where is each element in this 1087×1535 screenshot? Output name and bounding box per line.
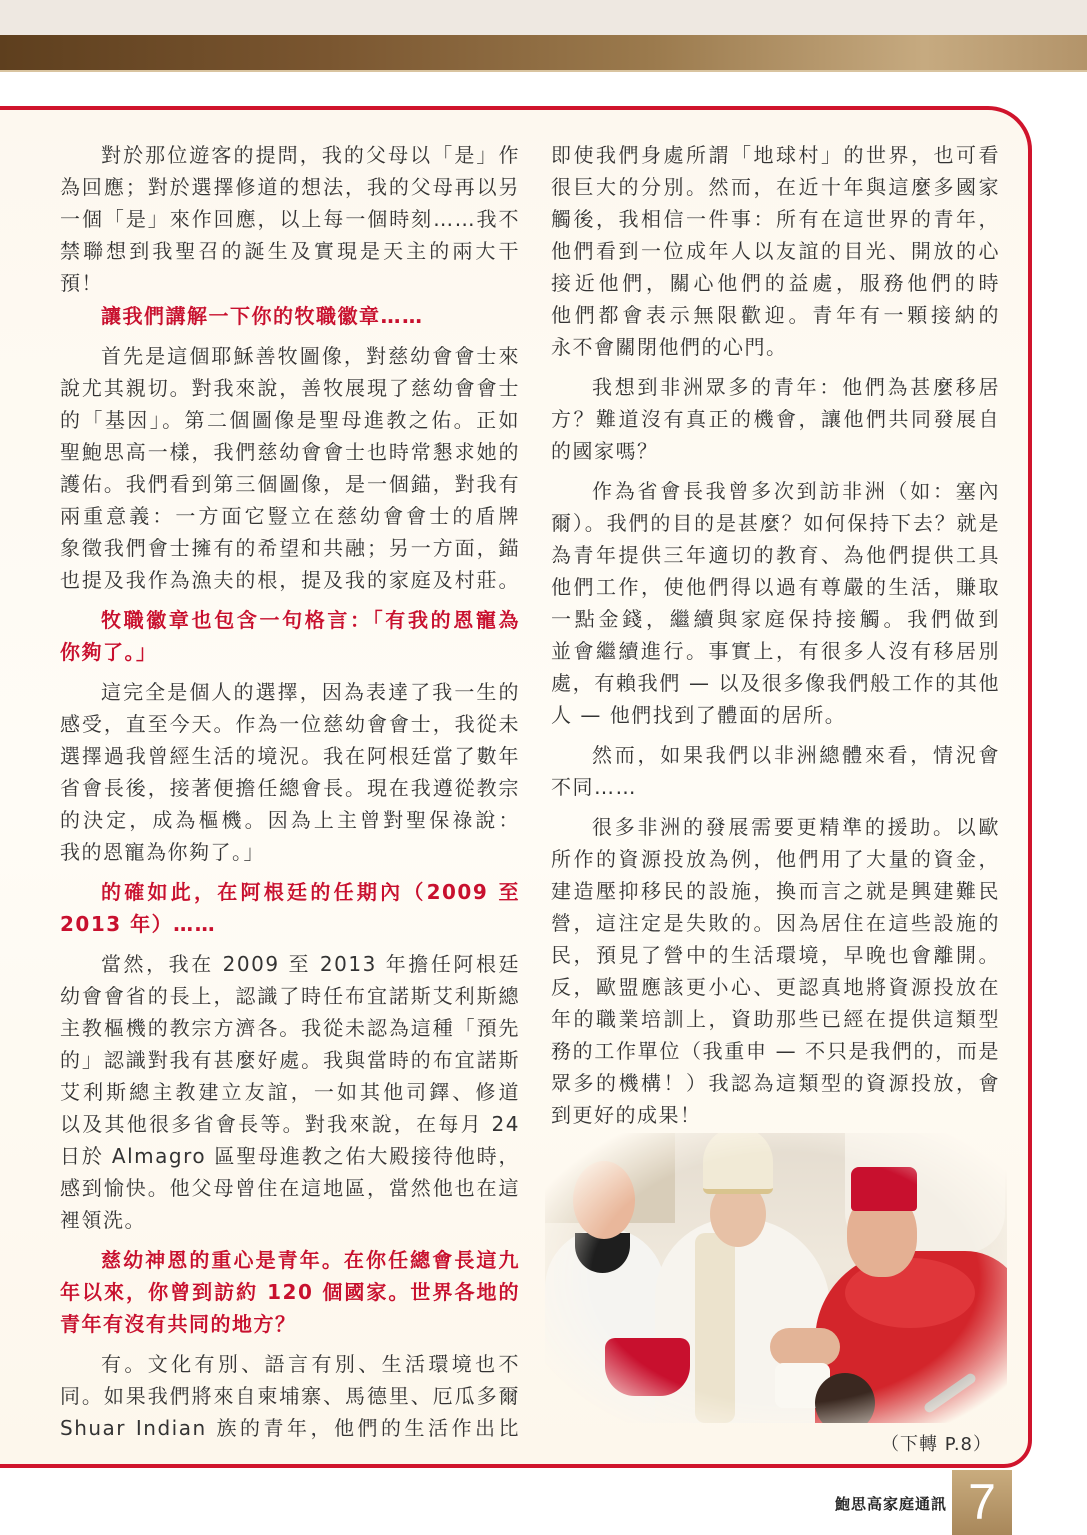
text-line: 護佑。我們看到第三個圖像，是一個錨，對我有 xyxy=(60,472,520,496)
paragraph xyxy=(551,139,1000,363)
text-line: 對於那位遊客的提問，我的父母以「是」作 xyxy=(101,143,520,167)
text-line: 的國家嗎？ xyxy=(551,439,659,463)
text-line: 永不會關閉他們的心門。 xyxy=(551,335,788,359)
text-line: 很多非洲的發展需要更精準的援助。以歐 xyxy=(592,815,1000,839)
continuation-note: （下轉 P.8） xyxy=(881,1434,992,1455)
text-line: 為青年提供三年適切的教育、為他們提供工具 xyxy=(551,543,1000,567)
heading-line: 牧職徽章也包含一句格言：「有我的恩寵為 xyxy=(101,608,520,632)
text-line: 一個「是」來作回應，以上每一個時刻……我不 xyxy=(60,207,520,231)
text-line: 民，預見了營中的生活環境，早晚也會離開。 xyxy=(551,943,1000,967)
text-line: 作為省會長我曾多次到訪非洲（如：塞內 xyxy=(592,479,1000,503)
text-line: 兩重意義：一方面它豎立在慈幼會會士的盾牌 xyxy=(60,504,520,528)
text-line: 禁聯想到我聖召的誕生及實現是天主的兩大干 xyxy=(60,239,520,263)
heading-line: 你夠了。」 xyxy=(60,640,158,664)
text-line: 接近他們，關心他們的益處，服務他們的時 xyxy=(551,271,1000,295)
text-line: 感到愉快。他父母曾住在這地區，當然他也在這 xyxy=(60,1176,520,1200)
text-line: 處，有賴我們 — 以及很多像我們般工作的其他 xyxy=(551,671,1000,695)
paragraph xyxy=(551,475,1000,731)
paragraph xyxy=(60,676,520,868)
text-line: 也提及我作為漁夫的根，提及我的家庭及村莊。 xyxy=(60,568,520,592)
photo xyxy=(545,1133,1007,1423)
text-line: 即使我們身處所謂「地球村」的世界，也可看 xyxy=(551,143,1000,167)
paragraph xyxy=(551,371,1000,467)
heading-line: 的確如此，在阿根廷的任期內（2009 至 xyxy=(101,880,520,904)
text-line: 說尤其親切。對我來說，善牧展現了慈幼會會士 xyxy=(60,376,520,400)
text-line: 很巨大的分別。然而，在近十年與這麼多國家 xyxy=(551,175,1000,199)
photo-handshake xyxy=(770,1328,840,1366)
text-line: 眾多的機構！）我認為這類型的資源投放，會 xyxy=(551,1071,1000,1095)
paragraph xyxy=(551,811,1000,1131)
text-line: 預！ xyxy=(60,271,103,295)
text-line: 首先是這個耶穌善牧圖像，對慈幼會會士來 xyxy=(101,344,520,368)
text-line: 觸後，我相信一件事：所有在這世界的青年， xyxy=(551,207,1000,231)
text-line: 一點金錢，繼續與家庭保持接觸。我們做到 xyxy=(551,607,1000,631)
question-heading xyxy=(60,604,520,668)
question-heading xyxy=(60,876,520,940)
text-line: 他們工作，使他們得以過有尊嚴的生活，賺取 xyxy=(551,575,1000,599)
heading-line: 青年有沒有共同的地方？ xyxy=(60,1312,297,1336)
paragraph xyxy=(60,340,520,596)
text-line: 主教樞機的教宗方濟各。我從未認為這種「預先 xyxy=(60,1016,520,1040)
text-line: 我的恩寵為你夠了。」 xyxy=(60,840,265,864)
text-line: 然而，如果我們以非洲總體來看，情況會 xyxy=(592,743,1000,767)
text-line: 不同…… xyxy=(551,775,637,799)
photo-figure-center-stole xyxy=(695,1233,735,1423)
text-line: 聖鮑思高一樣，我們慈幼會會士也時常懇求她的 xyxy=(60,440,520,464)
text-line: 象徵我們會士擁有的希望和共融；另一方面，錨 xyxy=(60,536,520,560)
question-heading xyxy=(60,300,520,332)
photo-mitre xyxy=(703,1133,773,1194)
photo-red-biretta xyxy=(605,1338,690,1396)
heading-line: 2013 年）…… xyxy=(60,912,217,936)
text-line: 感受，直至今天。作為一位慈幼會會士，我從未 xyxy=(60,712,520,736)
page-number: 7 xyxy=(952,1470,1012,1535)
publication-name: 鮑思高家庭通訊 xyxy=(834,1495,947,1513)
text-line: 同。如果我們將來自柬埔寨、馬德里、厄瓜多爾 xyxy=(60,1384,520,1408)
text-line: 以及其他很多省會長等。對我來說，在每月 24 xyxy=(60,1112,520,1136)
text-line: 方？難道沒有真正的機會，讓他們共同發展自 xyxy=(551,407,1000,431)
text-line: 這完全是個人的選擇，因為表達了我一生的 xyxy=(101,680,520,704)
text-line: 我想到非洲眾多的青年：他們為甚麼移居 xyxy=(592,375,1000,399)
text-line: 幼會會省的長上，認識了時任布宜諾斯艾利斯總 xyxy=(60,984,520,1008)
text-line: 反，歐盟應該更小心、更認真地將資源投放在 xyxy=(551,975,1000,999)
photo-figure-left-head xyxy=(573,1161,635,1239)
text-line: 選擇過我曾經生活的境況。我在阿根廷當了數年 xyxy=(60,744,520,768)
text-line: 年的職業培訓上，資助那些已經在提供這類型 xyxy=(551,1007,1000,1031)
left-column xyxy=(60,139,520,1452)
paragraph xyxy=(551,739,1000,803)
text-line: 並會繼續進行。事實上，有很多人沒有移居別 xyxy=(551,639,1000,663)
heading-line: 年以來，你曾到訪約 120 個國家。世界各地的 xyxy=(60,1280,520,1304)
text-line: 有。文化有別、語言有別、生活環境也不 xyxy=(101,1352,520,1376)
text-line: 爾）。我們的目的是甚麼？如何保持下去？就是 xyxy=(551,511,1000,535)
text-line: 為回應；對於選擇修道的想法，我的父母再以另 xyxy=(60,175,520,199)
question-heading xyxy=(60,1244,520,1340)
text-line: 的」認識對我有甚麼好處。我與當時的布宜諾斯 xyxy=(60,1048,520,1072)
paragraph xyxy=(60,139,520,299)
text-line: 省會長後，接著便擔任總會長。現在我遵從教宗 xyxy=(60,776,520,800)
paragraph xyxy=(60,948,520,1236)
text-line: 建造壓抑移民的設施，換而言之就是興建難民 xyxy=(551,879,1000,903)
paragraph xyxy=(60,1348,520,1444)
text-line: 所作的資源投放為例，他們用了大量的資金， xyxy=(551,847,1000,871)
header-band xyxy=(0,35,1087,72)
text-line: 到更好的成果！ xyxy=(551,1103,702,1127)
text-line: 的「基因」。第二個圖像是聖母進教之佑。正如 xyxy=(60,408,520,432)
heading-line: 讓我們講解一下你的牧職徽章…… xyxy=(101,304,424,328)
photo-red-cap xyxy=(851,1167,917,1211)
text-line: 營，這注定是失敗的。因為居住在這些設施的 xyxy=(551,911,1000,935)
text-line: 日於 Almagro 區聖母進教之佑大殿接待他時， xyxy=(60,1144,520,1168)
right-column xyxy=(551,139,1000,1139)
top-strip xyxy=(0,0,1087,35)
text-line: 務的工作單位（我重申 — 不只是我們的，而是 xyxy=(551,1039,1000,1063)
text-line: 艾利斯總主教建立友誼，一如其他司鐸、修道 xyxy=(60,1080,520,1104)
text-line: 他們看到一位成年人以友誼的目光、開放的心 xyxy=(551,239,1000,263)
text-line: 裡領洗。 xyxy=(60,1208,146,1232)
text-line: 當然，我在 2009 至 2013 年擔任阿根廷 xyxy=(101,952,520,976)
text-line: 人 — 他們找到了體面的居所。 xyxy=(551,703,847,727)
text-line: Shuar Indian 族的青年，他們的生活作出比 xyxy=(60,1416,520,1440)
text-line: 的決定，成為樞機。因為上主曾對聖保祿說： xyxy=(60,808,520,832)
heading-line: 慈幼神恩的重心是青年。在你任總會長這九 xyxy=(101,1248,520,1272)
text-line: 他們都會表示無限歡迎。青年有一顆接納的 xyxy=(551,303,1000,327)
